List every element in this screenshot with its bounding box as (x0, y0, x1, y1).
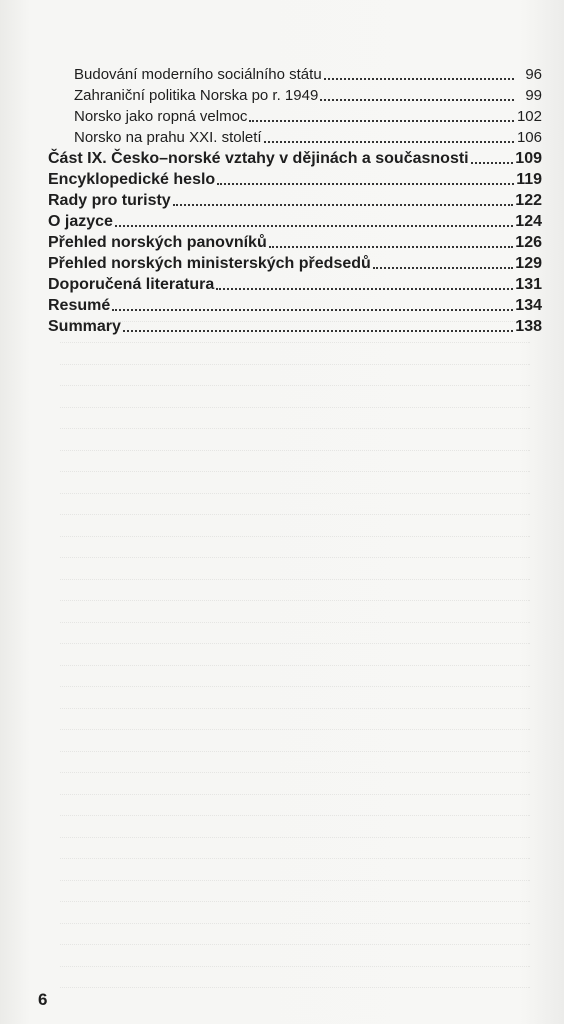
toc-entry-title: Encyklopedické heslo (48, 171, 216, 188)
toc-entry-part (48, 274, 542, 295)
toc-entry-page: 102 (516, 108, 542, 125)
dot-leader (269, 246, 514, 248)
toc-entry (48, 127, 542, 148)
toc-entry-part (48, 211, 542, 232)
toc-entry (48, 106, 542, 127)
toc-entry-part (48, 190, 542, 211)
toc-entry-page: 99 (525, 87, 542, 104)
dot-leader (217, 183, 514, 185)
toc-entry-title: Budování moderního sociálního státu (74, 66, 322, 83)
dot-leader (115, 225, 513, 227)
dot-leader (112, 309, 513, 311)
toc-entry-title: Norsko na prahu XXI. století (74, 129, 262, 146)
toc-entry (48, 64, 542, 85)
toc-entry-page: 96 (525, 66, 542, 83)
dot-leader (123, 330, 513, 332)
toc-entry-title: Norsko jako ropná velmoc (74, 108, 248, 125)
toc-entry-part (48, 316, 542, 337)
toc-entry-title: Rady pro turisty (48, 192, 171, 209)
toc-entry-part (48, 232, 542, 253)
toc-entry-page: 129 (515, 255, 542, 272)
dot-leader (324, 78, 514, 80)
toc-entry-page: 134 (515, 297, 542, 314)
dot-leader (264, 141, 514, 143)
toc-entry-title: Přehled norských panovníků (48, 234, 267, 251)
toc-entry-part (48, 253, 542, 274)
dot-leader (249, 120, 514, 122)
toc-entry-title: Resumé (48, 297, 111, 314)
dot-leader (320, 99, 514, 101)
toc-entry-title: Část IX. Česko–norské vztahy v dějinách a současnosti (48, 150, 469, 167)
toc-entry-title: Přehled norských ministerských předsedů (48, 255, 371, 272)
toc-entry-page: 138 (515, 318, 542, 335)
toc-entry-title: Doporučená literatura (48, 276, 215, 293)
toc-entry-page: 109 (515, 150, 542, 167)
page-number: 6 (38, 990, 48, 1009)
table-of-contents (48, 64, 542, 337)
toc-entry-part (48, 169, 542, 190)
toc-entry-page: 124 (515, 213, 542, 230)
toc-entry-title: Summary (48, 318, 121, 335)
toc-entry-page: 106 (516, 129, 542, 146)
toc-entry-page: 131 (515, 276, 542, 293)
toc-entry-part (48, 295, 542, 316)
toc-entry-title: O jazyce (48, 213, 113, 230)
show-through-text (60, 300, 530, 988)
dot-leader (373, 267, 514, 269)
dot-leader (173, 204, 514, 206)
dot-leader (471, 162, 514, 164)
toc-entry (48, 85, 542, 106)
toc-entry-page: 119 (516, 171, 542, 188)
dot-leader (216, 288, 513, 290)
toc-entry-page: 126 (515, 234, 542, 251)
toc-entry-title: Zahraniční politika Norska po r. 1949 (74, 87, 319, 104)
toc-entry-part (48, 148, 542, 169)
toc-entry-page: 122 (515, 192, 542, 209)
